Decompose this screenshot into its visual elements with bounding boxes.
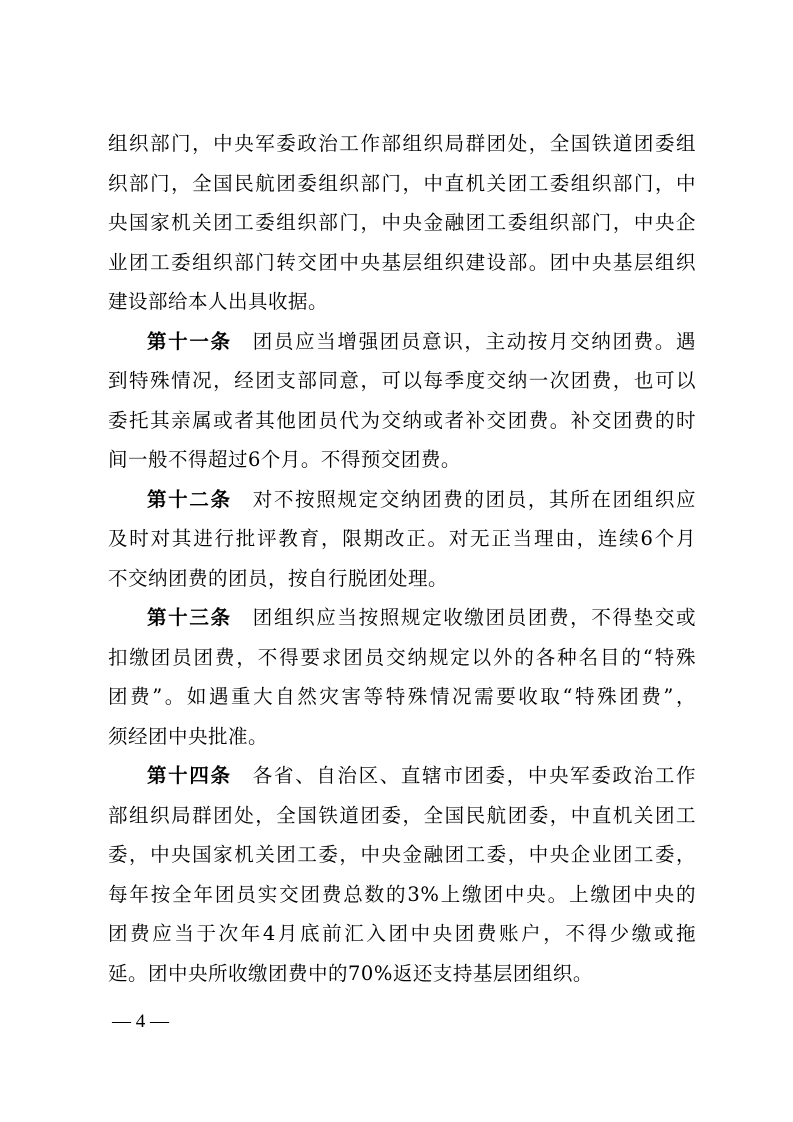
text-line: 组织部门，中央军委政治工作部组织局群团处，全国铁道团委组: [108, 132, 696, 155]
article-heading: 第十三条: [147, 606, 232, 629]
article-text: 团组织应当按照规定收缴团员团费，不得垫交或: [251, 606, 696, 629]
text-line: 团费应当于次年4月底前汇入团中央团费账户，不得少缴或拖: [108, 922, 696, 945]
page-number: — 4 —: [112, 1011, 169, 1032]
article-heading: 第十一条: [147, 329, 232, 353]
document-body: [108, 124, 696, 993]
text-line: 扣缴团员团费，不得要求团员交纳规定以外的各种名目的“特殊: [108, 645, 696, 669]
text-line: 到特殊情况，经团支部同意，可以每季度交纳一次团费，也可以: [108, 369, 696, 392]
text-line: 每年按全年团员实交团费总数的3%上缴团中央。上缴团中央的: [108, 882, 696, 906]
article-heading: 第十二条: [147, 487, 232, 511]
text-line: 织部门，全国民航团委组织部门，中直机关团工委组织部门，中: [108, 171, 696, 195]
article-text: 对不按照规定交纳团费的团员，其所在团组织应: [251, 487, 696, 511]
article-13: [108, 598, 696, 756]
article-12: [108, 480, 696, 599]
text-line: 部组织局群团处，全国铁道团委，全国民航团委，中直机关团工: [108, 803, 696, 827]
article-heading: 第十四条: [147, 764, 232, 787]
article-first-line: [108, 480, 696, 520]
text-line: 间一般不得超过6个月。不得预交团费。: [108, 448, 461, 471]
text-line: 须经团中央批准。: [108, 724, 269, 748]
article-11: [108, 322, 696, 480]
text-line: 及时对其进行批评教育，限期改正。对无正当理由，连续6个月: [108, 527, 696, 550]
paragraph-intro: [108, 124, 696, 322]
text-line: 团费”。如遇重大自然灾害等特殊情况需要收取“特殊团费”，: [108, 685, 696, 708]
text-line: 业团工委组织部门转交团中央基层组织建设部。团中央基层组织: [108, 250, 696, 274]
text-line: 委，中央国家机关团工委，中央金融团工委，中央企业团工委，: [108, 843, 696, 866]
text-line: 延。团中央所收缴团费中的70%返还支持基层团组织。: [108, 961, 593, 985]
article-first-line: [108, 756, 696, 796]
article-text: 团员应当增强团员意识，主动按月交纳团费。遇: [251, 329, 696, 353]
text-line: 委托其亲属或者其他团员代为交纳或者补交团费。补交团费的时: [108, 408, 696, 432]
text-line: 央国家机关团工委组织部门，中央金融团工委组织部门，中央企: [108, 211, 696, 234]
article-text: 各省、自治区、直辖市团委，中央军委政治工作: [251, 764, 696, 787]
article-14: [108, 756, 696, 993]
text-line: 建设部给本人出具收据。: [108, 290, 329, 313]
article-first-line: [108, 598, 696, 638]
article-first-line: [108, 322, 696, 362]
text-line: 不交纳团费的团员，按自行脱团处理。: [108, 566, 449, 590]
